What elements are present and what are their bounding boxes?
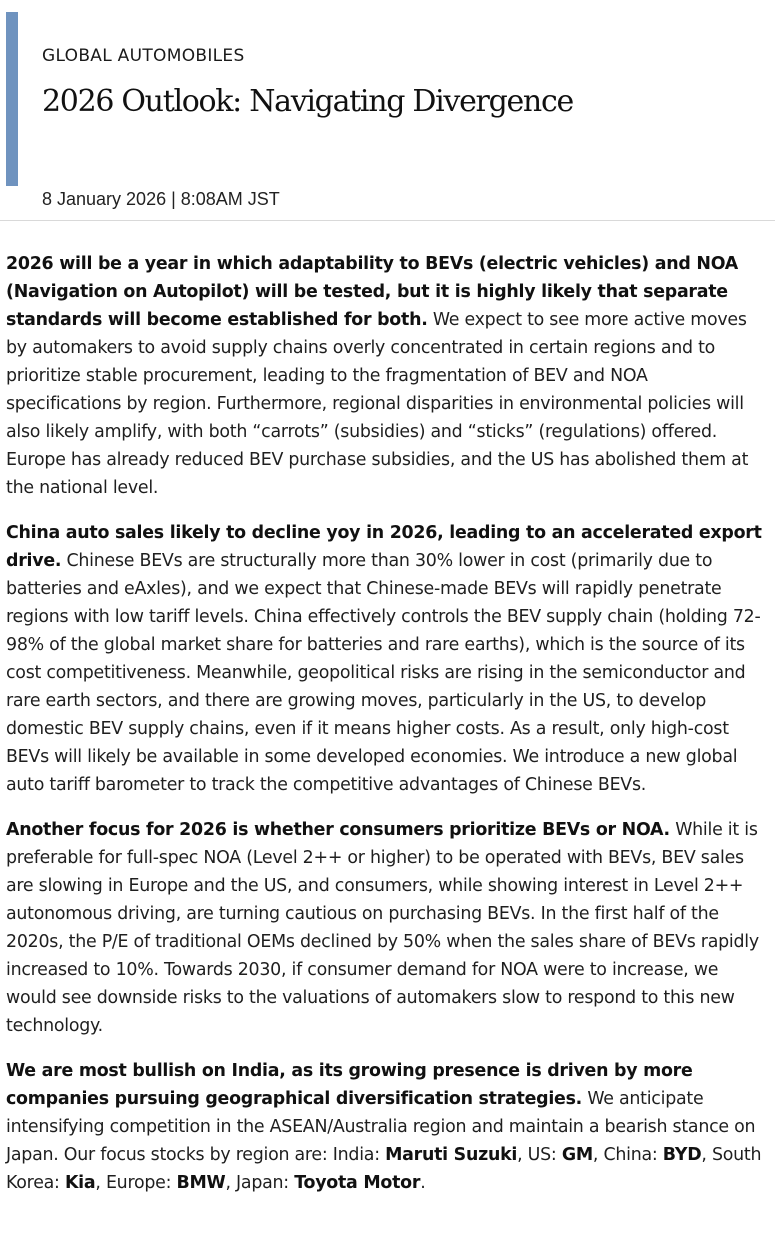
stock-separator: , Japan: bbox=[225, 1173, 295, 1193]
stock-name: Toyota Motor bbox=[294, 1173, 421, 1193]
paragraph-consumer-focus bbox=[6, 816, 766, 1040]
stock-separator: , US: bbox=[517, 1145, 562, 1165]
stock-name: BMW bbox=[176, 1173, 226, 1193]
paragraph-china-exports bbox=[6, 519, 766, 799]
stock-separator: , China: bbox=[592, 1145, 663, 1165]
stock-separator: , Europe: bbox=[95, 1173, 177, 1193]
paragraph-focus-stocks bbox=[6, 1057, 766, 1197]
paragraph-lead: Another focus for 2026 is whether consumers prioritize BEVs or NOA. bbox=[6, 820, 670, 840]
paragraph-lead: We are most bullish on India, as its growing presence is driven by more companies pursuing geographical diversification strategies. bbox=[6, 1061, 693, 1109]
accent-bar bbox=[6, 12, 18, 186]
report-title: 2026 Outlook: Navigating Divergence bbox=[42, 84, 573, 119]
paragraph-text: While it is preferable for full-spec NOA (Level 2++ or higher) to be operated with BEVs, BEV sales are slowing in Europe and the US, and consumers, while showing interest in Level 2++ autonomous driving, are turning cautious on purchasing BEVs. In the first half of the 2020s, the P/E of traditional OEMs declined by 50% when the sales share of BEVs rapidly increased to 10%. Towards 2030, if consumer demand for NOA were to increase, we would see downside risks to the valuations of automakers slow to respond to this new technology. bbox=[6, 820, 759, 1036]
paragraph-lead: China auto sales likely to decline yoy in 2026, leading to an accelerated export drive. bbox=[6, 523, 762, 571]
section-label: GLOBAL AUTOMOBILES bbox=[42, 46, 245, 66]
publish-date: 8 January 2026 | 8:08AM JST bbox=[42, 189, 280, 209]
stock-name: Kia bbox=[64, 1173, 96, 1193]
paragraph-lead: 2026 will be a year in which adaptability to BEVs (electric vehicles) and NOA (Navigation on Autopilot) will be tested, but it is highly likely that separate standards will become established for both. bbox=[6, 254, 738, 330]
stock-separator: . bbox=[420, 1173, 426, 1193]
paragraph-text: We anticipate intensifying competition in the ASEAN/Australia region and maintain a bearish stance on Japan. Our focus stocks by region are: India: bbox=[6, 1089, 756, 1165]
paragraph-bev-noa-standards bbox=[6, 250, 766, 502]
stock-name: BYD bbox=[662, 1145, 702, 1165]
report-header bbox=[0, 0, 775, 221]
report-body bbox=[6, 250, 766, 1214]
stock-separator: , South Korea: bbox=[6, 1145, 762, 1193]
paragraph-text: We expect to see more active moves by automakers to avoid supply chains overly concentrated in certain regions and to prioritize stable procurement, leading to the fragmentation of BEV and NOA specifications by region. Furthermore, regional disparities in environmental policies will also likely amplify, with both “carrots” (subsidies) and “sticks” (regulations) offered. Europe has already reduced BEV purchase subsidies, and the US has abolished them at the national level. bbox=[6, 310, 749, 498]
paragraph-text: Chinese BEVs are structurally more than 30% lower in cost (primarily due to batteries and eAxles), and we expect that Chinese-made BEVs will rapidly penetrate regions with low tariff levels. China effectively controls the BEV supply chain (holding 72-98% of the global market share for batteries and rare earths), which is the source of its cost competitiveness. Meanwhile, geopolitical risks are rising in the semiconductor and rare earth sectors, and there are growing moves, particularly in the US, to develop domestic BEV supply chains, even if it means higher costs. As a result, only high-cost BEVs will likely be available in some developed economies. We introduce a new global auto tariff barometer to track the competitive advantages of Chinese BEVs. bbox=[6, 551, 761, 795]
stock-name: GM bbox=[561, 1145, 593, 1165]
stock-name: Maruti Suzuki bbox=[385, 1145, 518, 1165]
